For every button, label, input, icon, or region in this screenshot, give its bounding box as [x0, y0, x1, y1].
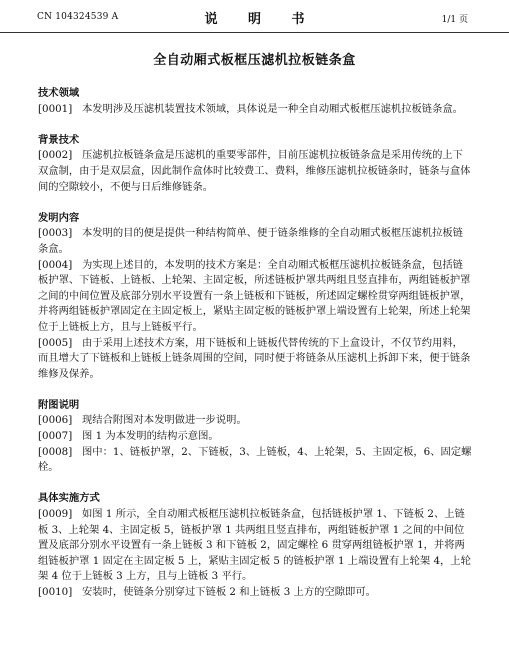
paragraph-text: 本发明涉及压滤机装置技术领域，具体说是一种全自动厢式板框压滤机拉板链条盒。 [82, 102, 463, 115]
paragraph-0004 [38, 258, 472, 336]
paragraph-text: 图中：1、链板护罩，2、下链板，3、上链板，4、上轮架，5、主固定板，6、固定螺栓。 [38, 445, 472, 474]
paragraph-number: [0007] [38, 430, 73, 443]
paragraph-0008 [38, 445, 472, 476]
document-title: 全自动厢式板框压滤机拉板链条盒 [153, 53, 356, 68]
paragraph-text: 为实现上述目的，本发明的技术方案是：全自动厢式板框压滤机拉板链条盒，包括链板护罩、下链板、上链板、上轮架、主固定板，所述链板护罩共两组且竖直排布，两组链板护罩之间的中间位置及底部分别水平设置有一条上链板和下链板，所述固定螺栓贯穿两组链板护罩，并将两组链板护罩固定在主固定板上，紧贴主固定板的链板护罩上端设置有上轮架，所述上轮架位于上链板上方，且与上链板平行。 [38, 258, 471, 333]
paragraph-number: [0003] [38, 227, 73, 240]
section-heading-tech-field: 技术领域 [38, 87, 80, 99]
paragraph-text: 如图 1 所示，全自动厢式板框压滤机拉板链条盒，包括链板护罩 1、下链板 2、上链板 3、上轮架 4、主固定板 5，链板护罩 1 共两组且竖直排布，两组链板护罩 1 之间的中间位置及底部分别水平设置有一条上链板 3 和下链板 2，固定螺栓 6 贯穿两组链板护罩 1，并将两组链板护罩 1 固定在主固定板 5 上，紧贴主固定板 5 的链板护罩 1 上端设置有上轮架 4，上轮架 4 位于上链板 3 上方，且与上链板 3 平行。 [38, 508, 471, 583]
paragraph-number: [0005] [38, 336, 73, 349]
paragraph-number: [0006] [38, 414, 73, 427]
paragraph-0001 [38, 102, 472, 118]
paragraph-0007 [38, 429, 472, 445]
section-heading-drawings: 附图说明 [38, 398, 80, 411]
paragraph-0009 [38, 507, 472, 585]
paragraph-0010 [38, 585, 472, 601]
doc-type: 说 明 书 [204, 12, 318, 27]
paragraph-0006 [38, 413, 472, 429]
paragraph-text: 由于采用上述技术方案，用下链板和上链板代替传统的下上盒设计，不仅节约用料，而且增大了下链板和上链板上链条周围的空间，同时便于将链条从压滤机上拆卸下来，便于链条维修及保养。 [38, 336, 471, 380]
page-header [0, 0, 509, 33]
section-heading-embodiment: 具体实施方式 [38, 492, 100, 505]
paragraph-number: [0008] [38, 445, 73, 458]
paragraph-0005 [38, 336, 472, 383]
paragraph-text: 本发明的目的便是提供一种结构简单、便于链条维修的全自动厢式板框压滤机拉板链条盒。 [38, 227, 463, 255]
page-number: 1/1 页 [441, 15, 468, 25]
section-heading-summary: 发明内容 [38, 211, 80, 224]
doc-number: CN 104324539 A [37, 12, 119, 22]
paragraph-text: 安装时，使链条分别穿过下链板 2 和上链板 3 上方的空隙即可。 [82, 586, 376, 598]
paragraph-number: [0002] [38, 149, 73, 162]
paragraph-number: [0009] [38, 508, 73, 521]
document-body [38, 86, 472, 601]
paragraph-0003 [38, 226, 472, 257]
paragraph-text: 图 1 为本发明的结构示意图。 [82, 430, 219, 443]
paragraph-text: 压滤机拉板链条盒是压滤机的重要零部件，目前压滤机拉板链条盒是采用传统的上下双盒制，由于是双层盒，因此制作盒体时比较费工、费料，维修压滤机拉板链条时，链条与盒体间的空隙较小，不便与日后维修链条。 [38, 149, 471, 193]
paragraph-text: 现结合附图对本发明做进一步说明。 [82, 414, 247, 427]
section-heading-background: 背景技术 [38, 133, 80, 146]
paragraph-number: [0010] [38, 586, 73, 598]
paragraph-number: [0004] [38, 258, 73, 271]
paragraph-number: [0001] [38, 102, 73, 115]
paragraph-0002 [38, 148, 472, 195]
